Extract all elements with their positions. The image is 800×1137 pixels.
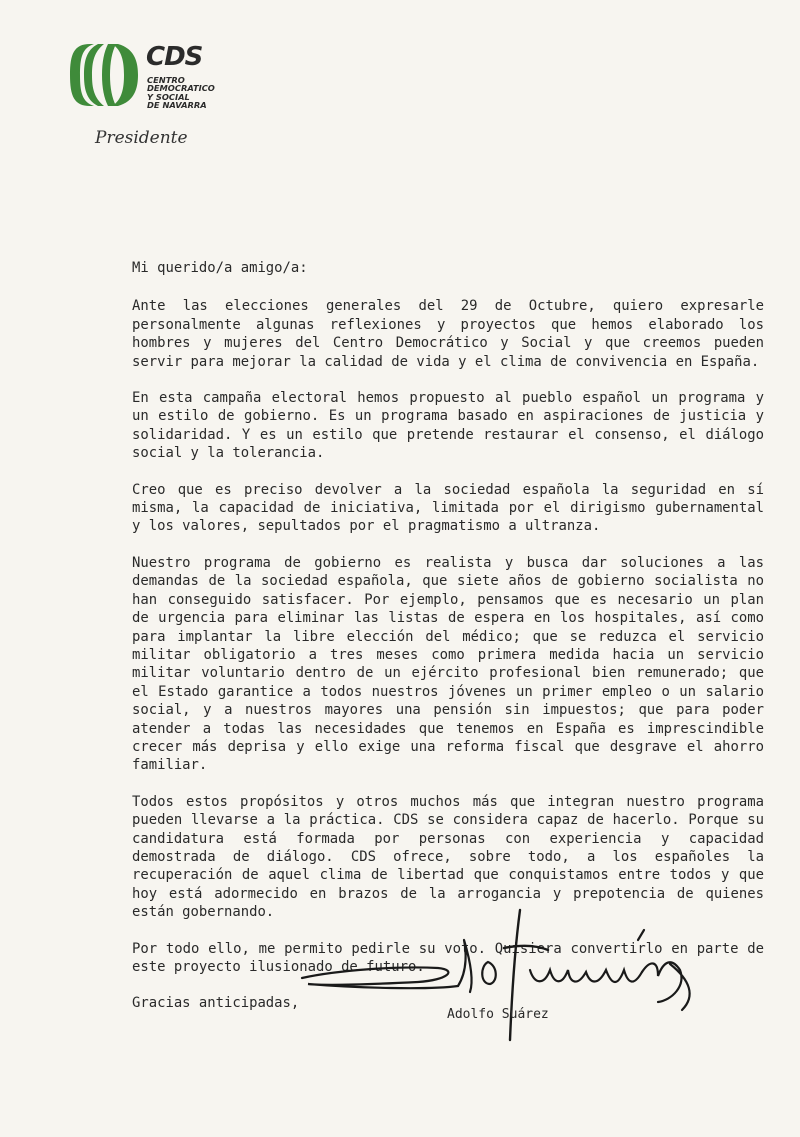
org-line: DEMOCRATICO [147, 83, 215, 94]
cds-logo [68, 42, 228, 122]
signatory-name: Adolfo Suárez [447, 1007, 549, 1022]
org-line: DE NAVARRA [147, 99, 207, 110]
role-title: Presidente [95, 128, 188, 148]
org-line: Y SOCIAL [147, 91, 190, 102]
logo-acronym: CDS [146, 42, 203, 72]
paragraph: Creo que es preciso devolver a la sociedad española la seguridad en sí misma, la capacidad de iniciativa, limitada por el dirigismo gubernamental y los valores, sepultados por el pragmatismo a ultranza. [132, 481, 764, 535]
salutation: Mi querido/a amigo/a: [132, 260, 308, 276]
org-line: CENTRO [147, 75, 185, 85]
paragraph: Por todo ello, me permito pedirle su voto. Quisiera convertirlo en parte de este proyecto ilusionado de futuro. [132, 940, 764, 975]
paragraph: En esta campaña electoral hemos propuesto al pueblo español un programa y un estilo de gobierno. Es un programa basado en aspiraciones de justicia y solidaridad. Y es un estilo que pretende restaurar el consenso, el diálogo social y la tolerancia. [132, 390, 764, 462]
signature [298, 900, 718, 1050]
paragraph: Nuestro programa de gobierno es realista y busca dar soluciones a las demandas de la sociedad española, que siete años de gobierno socialista no han conseguido satisfacer. Por ejemplo, pensamos que es necesario un plan de urgencia para eliminar las listas de espera en los hospitales, así como para implantar la libre elección del médico; que se reduzca el servicio militar obligatorio a tres meses como primera medida hacia un servicio militar voluntario dentro de un ejército profesional bien remunerado; que el Estado garantice a todos nuestros jóvenes un primer empleo o un salario social, y a nuestros mayores una pensión sin impuestos; que para poder atender a todas las necesidades que tenemos en España es imprescindible crecer más deprisa y ello exige una reforma fiscal que desgrave el ahorro familiar. [132, 554, 764, 774]
logo-org-name [147, 76, 215, 109]
paragraph: Todos estos propósitos y otros muchos más que integran nuestro programa pueden llevarse a la práctica. CDS se considera capaz de hacerlo. Porque su candidatura está formada por personas con experiencia y capacidad demostrada de diálogo. CDS ofrece, sobre todo, a los españoles la recuperación de aquel clima de libertad que conquistamos entre todos y que hoy está adormecido en brazos de la arrogancia y prepotencia de quienes están gobernando. [132, 793, 764, 921]
paragraph: Ante las elecciones generales del 29 de Octubre, quiero expresarle personalmente algunas reflexiones y proyectos que hemos elaborado los hombres y mujeres del Centro Democrático y Social y que creemos pueden servir para mejorar la calidad de vida y el clima de convivencia en España. [132, 298, 764, 370]
closing: Gracias anticipadas, [132, 995, 300, 1012]
cds-logo-icon [68, 42, 142, 108]
